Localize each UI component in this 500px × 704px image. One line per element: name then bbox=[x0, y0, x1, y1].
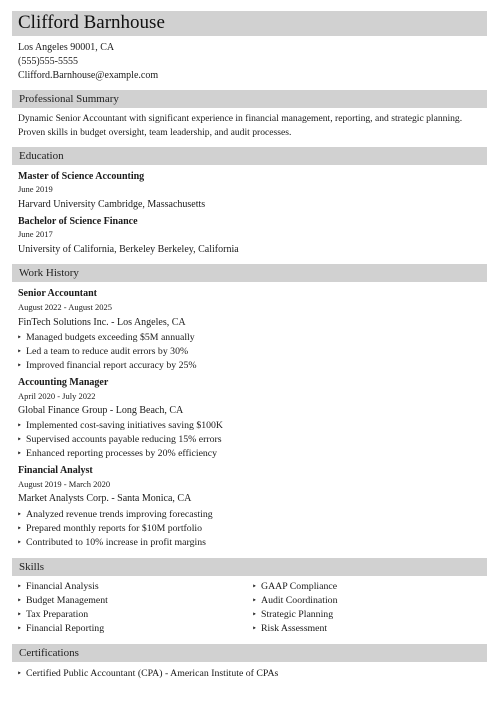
name-header bbox=[12, 11, 487, 36]
job-dates: August 2022 - August 2025 bbox=[18, 302, 112, 312]
candidate-name: Clifford Barnhouse bbox=[18, 12, 165, 33]
education-degree: Bachelor of Science Finance bbox=[18, 216, 138, 227]
bullet-icon: ‣ bbox=[17, 449, 22, 458]
bullet-icon: ‣ bbox=[252, 610, 257, 619]
job-bullet: ‣ Contributed to 10% increase in profit margins bbox=[17, 537, 206, 548]
contact-location: Los Angeles 90001, CA bbox=[18, 42, 115, 53]
bullet-icon: ‣ bbox=[17, 596, 22, 605]
job-company: FinTech Solutions Inc. - Los Angeles, CA bbox=[18, 317, 186, 328]
skill-item: ‣ GAAP Compliance bbox=[252, 581, 338, 592]
bullet-icon: ‣ bbox=[17, 421, 22, 430]
summary-section-header bbox=[12, 90, 487, 108]
job-title: Senior Accountant bbox=[18, 288, 97, 299]
education-section-header bbox=[12, 147, 487, 165]
certification-item: ‣ Certified Public Accountant (CPA) - American Institute of CPAs bbox=[17, 668, 279, 679]
bullet-icon: ‣ bbox=[17, 582, 22, 591]
contact-phone: (555)555-5555 bbox=[18, 56, 78, 67]
bullet-icon: ‣ bbox=[252, 582, 257, 591]
skill-item: ‣ Strategic Planning bbox=[252, 609, 334, 620]
skill-item: ‣ Financial Reporting bbox=[17, 623, 105, 634]
job-company: Global Finance Group - Long Beach, CA bbox=[18, 405, 184, 416]
bullet-icon: ‣ bbox=[17, 333, 22, 342]
skill-item: ‣ Audit Coordination bbox=[252, 595, 338, 606]
job-bullet: ‣ Improved financial report accuracy by 25% bbox=[17, 360, 197, 371]
skill-item: ‣ Tax Preparation bbox=[17, 609, 89, 620]
summary-line-1: Dynamic Senior Accountant with significant experience in financial management, reporting, and strategic planning. bbox=[18, 113, 463, 124]
skill-item: ‣ Budget Management bbox=[17, 595, 108, 606]
education-date: June 2019 bbox=[18, 184, 53, 194]
education-heading: Education bbox=[19, 150, 64, 162]
contact-email: Clifford.Barnhouse@example.com bbox=[18, 70, 159, 81]
skill-item: ‣ Financial Analysis bbox=[17, 581, 99, 592]
certifications-heading: Certifications bbox=[19, 647, 79, 659]
job-bullet: ‣ Enhanced reporting processes by 20% efficiency bbox=[17, 448, 218, 459]
bullet-icon: ‣ bbox=[17, 610, 22, 619]
education-degree: Master of Science Accounting bbox=[18, 171, 145, 182]
job-title: Financial Analyst bbox=[18, 465, 93, 476]
bullet-icon: ‣ bbox=[252, 596, 257, 605]
job-dates: August 2019 - March 2020 bbox=[18, 479, 111, 489]
bullet-icon: ‣ bbox=[17, 624, 22, 633]
job-bullet: ‣ Analyzed revenue trends improving forecasting bbox=[17, 509, 213, 520]
bullet-icon: ‣ bbox=[17, 524, 22, 533]
education-date: June 2017 bbox=[18, 229, 53, 239]
job-dates: April 2020 - July 2022 bbox=[18, 391, 96, 401]
skills-section-header bbox=[12, 558, 487, 576]
job-bullet: ‣ Implemented cost-saving initiatives saving $100K bbox=[17, 420, 223, 431]
job-bullet: ‣ Supervised accounts payable reducing 15% errors bbox=[17, 434, 222, 445]
work-heading: Work History bbox=[19, 267, 79, 279]
bullet-icon: ‣ bbox=[17, 538, 22, 547]
skill-item: ‣ Risk Assessment bbox=[252, 623, 328, 634]
job-bullet: ‣ Managed budgets exceeding $5M annually bbox=[17, 332, 195, 343]
certifications-section-header bbox=[12, 644, 487, 662]
work-section-header bbox=[12, 264, 487, 282]
bullet-icon: ‣ bbox=[17, 669, 22, 678]
job-title: Accounting Manager bbox=[18, 377, 109, 388]
bullet-icon: ‣ bbox=[17, 361, 22, 370]
bullet-icon: ‣ bbox=[252, 624, 257, 633]
job-company: Market Analysts Corp. - Santa Monica, CA bbox=[18, 493, 192, 504]
summary-line-2: Proven skills in budget oversight, team leadership, and audit processes. bbox=[18, 127, 292, 138]
education-school: University of California, Berkeley Berkeley, California bbox=[18, 244, 239, 255]
summary-heading: Professional Summary bbox=[19, 93, 119, 105]
bullet-icon: ‣ bbox=[17, 510, 22, 519]
skills-heading: Skills bbox=[19, 561, 45, 573]
job-bullet: ‣ Led a team to reduce audit errors by 30% bbox=[17, 346, 189, 357]
education-school: Harvard University Cambridge, Massachusetts bbox=[18, 199, 206, 210]
bullet-icon: ‣ bbox=[17, 435, 22, 444]
bullet-icon: ‣ bbox=[17, 347, 22, 356]
job-bullet: ‣ Prepared monthly reports for $10M portfolio bbox=[17, 523, 203, 534]
